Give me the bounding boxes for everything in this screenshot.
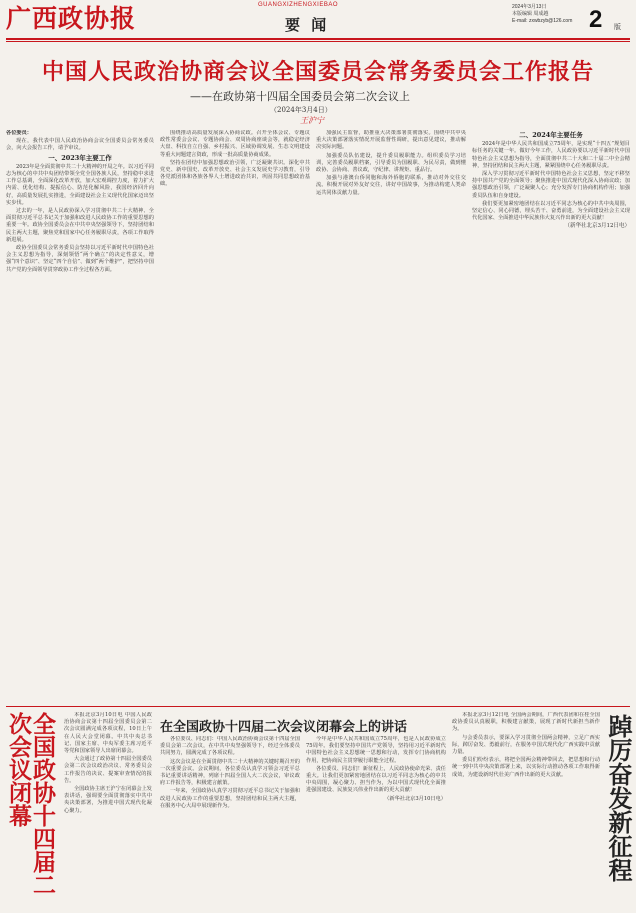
body-paragraph: 坚持在团结中加强思想政治引领，广泛凝聚共识。深化中共党史、新中国史、改革开放史、社会主义发展史学习教育，引导各党派团体和各族各界人士增进政治共识，巩固共同思想政治基础。 [160, 159, 310, 188]
right-vertical-title [605, 714, 633, 908]
article-author: 王沪宁 [300, 116, 324, 125]
closing-vertical-headline: 全国政协十四届二次会议闭幕 [5, 712, 55, 896]
page-number: 2 [589, 6, 603, 33]
body-paragraph: 2023年是全面贯彻中共二十大精神的开局之年。以习近平同志为核心的中共中央团结带领全党全国各族人民，坚持稳中求进工作总基调，全面深化改革开放，加大宏观调控力度，着力扩大内需、优化结构、提振信心、防范化解风险，我国经济回升向好，高质量发展扎实推进，全面建设社会主义现代化国家迈出坚实步伐。 [6, 163, 154, 206]
article-subtitle: ——在政协第十四届全国委员会第二次会议上 [190, 90, 410, 103]
body-paragraph: 一年来，全国政协认真学习贯彻习近平总书记关于加强和改进人民政协工作的重要思想，坚持团结和民主两大主题，在服务中心大局中展现新作为。 [160, 788, 300, 809]
body-paragraph: 大会通过了政协第十四届全国委员会第二次会议政治决议、常务委员会工作报告的决议、提案审查情况的报告。 [64, 756, 152, 784]
speech-headline: 在全国政协十四届二次会议闭幕会上的讲话 [160, 720, 408, 735]
issue-info [512, 4, 592, 25]
right-vertical-headline: 踔厉奋发新征程 [604, 714, 632, 882]
body-paragraph: 加强委员队伍建设，提升委员履职能力。组织委员学习培训，完善委员履职档案，引导委员为国履职、为民尽责，做到懂政协、会协商、善议政，守纪律、讲规矩、重品行。 [316, 152, 466, 174]
body-paragraph: 委员们纷纷表示，将把全国两会精神带回去，把思想和行动统一到中共中央决策部署上来，以实际行动推动各项工作取得新成效，为建设新时代壮美广西作出新的更大贡献。 [452, 757, 600, 778]
masthead-rule-thin [6, 41, 630, 42]
article-column-3 [316, 130, 466, 700]
body-paragraph: 这次会议是在全面贯彻中共二十大精神的关键时期召开的一次重要会议。会议期间，各位委员认真学习领会习近平总书记重要讲话精神，列席十四届全国人大二次会议，审议政府工作报告等，积极建言献策。 [160, 758, 300, 787]
body-paragraph: 现在，我代表中国人民政治协商会议全国委员会常务委员会，向大会报告工作，请予审议。 [6, 138, 154, 152]
speech-source-note: （新华社北京3月10日电） [384, 795, 446, 802]
body-paragraph: 今年是中华人民共和国成立75周年，也是人民政协成立75周年。我们要坚持中国共产党领导，坚持用习近平新时代中国特色社会主义思想统一思想和行动，发挥专门协商机构作用，把协商民主贯穿履行职能全过程。 [306, 736, 446, 764]
issue-email: E-mail: zxwbzyb@126.com [512, 18, 573, 24]
closing-news-body [64, 712, 152, 908]
article-date: （2024年3月4日） [270, 106, 332, 114]
body-paragraph: 加强民主监督，助推重大决策部署贯彻落实。围绕中共中央重大决策部署落实情况开展监督性调研，提出意见建议，推动解决实际问题。 [316, 130, 466, 151]
body-paragraph: 深入学习贯彻习近平新时代中国特色社会主义思想，坚定不移坚持中国共产党的全面领导；聚焦推进中国式现代化深入协商议政；加强思想政治引领，广泛凝聚人心；充分发挥专门协商机构作用；加强委员队伍和自身建设。 [472, 171, 630, 199]
issue-date: 2024年3月13日 [512, 4, 547, 10]
masthead-pinyin: GUANGXIZHENGXIEBAO [258, 2, 339, 8]
closing-news-title [6, 712, 62, 908]
body-paragraph: 政协全国委员会常务委员会坚持以习近平新时代中国特色社会主义思想为指导，深刻领悟“两个确立”的决定性意义，增强“四个意识”、坚定“四个自信”、做到“两个维护”，把坚持中国共产党的全面领导贯穿政协工作全过程各方面。 [6, 245, 154, 273]
right-news-body [452, 712, 600, 908]
body-paragraph: 全国政协主席王沪宁在闭幕会上发表讲话，强调要全面贯彻落实中共中央决策部署，为推进中国式现代化凝心聚力。 [64, 786, 152, 814]
body-paragraph: 本报北京3月12日电 全国两会期间，广西代表团和在桂全国政协委员认真履职，积极建言献策，展现了新时代新担当新作为。 [452, 712, 600, 733]
body-paragraph: 过去的一年，是人民政协深入学习贯彻中共二十大精神、全面贯彻习近平总书记关于加强和改进人民政协工作的重要思想的重要一年。政协全国委员会在中共中央坚强领导下，坚持团结和民主两大主题，聚焦党和国家中心任务履职尽责，各项工作取得新进展。 [6, 208, 154, 243]
greeting: 各位委员： [6, 130, 32, 136]
section-divider [6, 706, 630, 707]
body-paragraph: 围绕推动高质量发展深入协商议政。召开全体会议、专题议政性常委会会议、专题协商会、双周协商座谈会等，就稳定经济大盘、科技自立自强、乡村振兴、区域协调发展、生态文明建设等重大问题建言资政，形成一批高质量协商成果。 [160, 130, 310, 158]
body-paragraph: 我们要更加紧密地团结在以习近平同志为核心的中共中央周围，坚定信心、同心同德，埋头苦干、奋勇前进，为全面建设社会主义现代化国家、全面推进中华民族伟大复兴作出新的更大贡献！ [472, 200, 630, 222]
speech-column-1 [160, 736, 300, 908]
body-paragraph: 2024年是中华人民共和国成立75周年，是实现“十四五”规划目标任务的关键一年。做好今年工作，人民政协要以习近平新时代中国特色社会主义思想为指导，全面贯彻中共二十大和二十届二中全会精神，坚持团结和民主两大主题，紧紧围绕中心任务履职尽责。 [472, 141, 630, 169]
page-label: 版 [614, 23, 621, 31]
article-headline: 中国人民政治协商会议全国委员会常务委员会工作报告 [41, 60, 594, 85]
article-source-note: （新华社北京3月12日电） [564, 223, 630, 230]
section-title: 要 闻 [285, 16, 330, 34]
article-column-2 [160, 130, 310, 700]
issue-editor: 本版编辑 周成越 [512, 11, 549, 17]
body-paragraph: 与会委员表示，要深入学习贯彻全国两会精神，立足广西实际，踔厉奋发、勇毅前行，在服务中国式现代化广西实践中贡献力量。 [452, 734, 600, 756]
article-column-4 [472, 130, 630, 700]
section-heading: 二、2024年主要任务 [519, 131, 583, 139]
body-paragraph: 本报北京3月10日电 中国人民政治协商会议第十四届全国委员会第二次会议圆满完成各项议程，10日上午在人民大会堂闭幕。中共中央总书记、国家主席、中央军委主席习近平等党和国家领导人出席闭幕会。 [64, 712, 152, 755]
masthead-rule [6, 38, 630, 40]
body-paragraph: 加强与港澳台侨同胞和海外侨胞的联系，推动对外交往交流。积极开展对外友好交往，讲好中国故事，为推动构建人类命运共同体贡献力量。 [316, 175, 466, 196]
body-paragraph: 各位委员、同志们！新征程上，人民政协使命光荣、责任重大。让我们更加紧密地团结在以习近平同志为核心的中共中央周围，凝心聚力、担当作为，为以中国式现代化全面推进强国建设、民族复兴伟业作出新的更大贡献！ [306, 765, 446, 794]
speech-column-2 [306, 736, 446, 908]
body-paragraph: 各位委员、同志们：中国人民政治协商会议第十四届全国委员会第二次会议，在中共中央坚强领导下，经过全体委员共同努力，圆满完成了各项议程。 [160, 736, 300, 757]
article-column-1 [6, 130, 154, 700]
newspaper-logo: 广西政协报 [6, 4, 137, 33]
section-heading: 一、2023年主要工作 [48, 153, 112, 162]
masthead [0, 0, 636, 40]
